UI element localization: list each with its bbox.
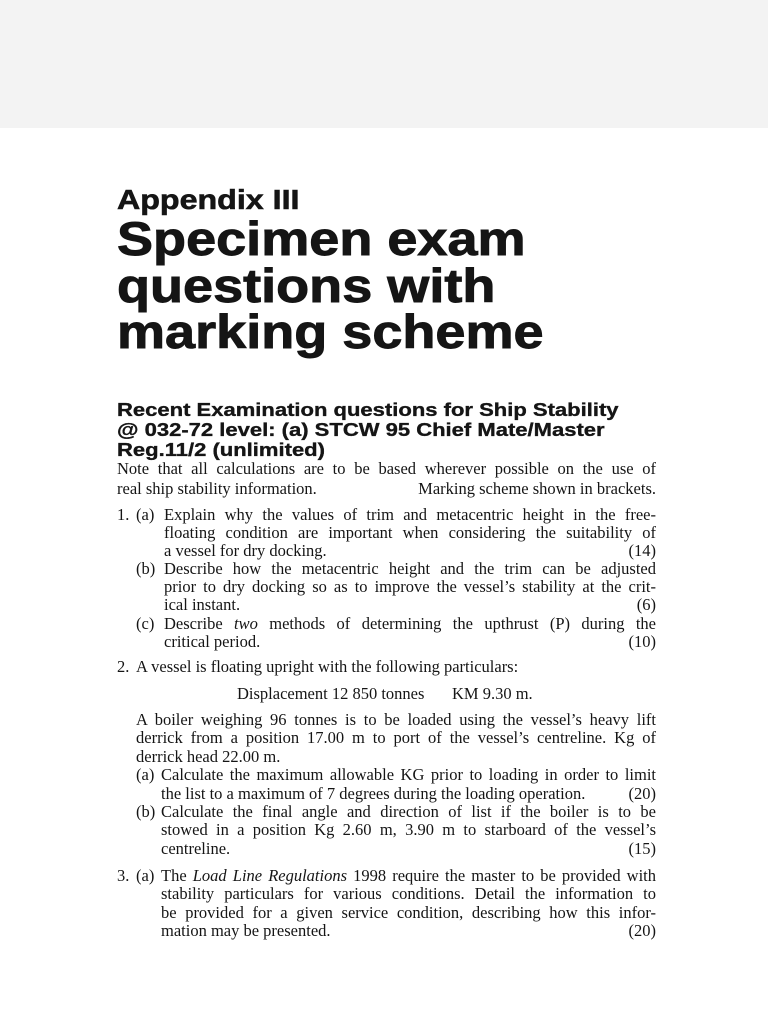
section-heading-line: Recent Examination questions for Ship Stability (117, 399, 619, 420)
question-line (117, 711, 656, 729)
question-line (117, 885, 656, 903)
question-line (117, 922, 656, 940)
question-text: A vessel is floating upright with the following particulars: (136, 657, 519, 676)
question-text: floating condition are important when considering the suitability of (164, 523, 656, 543)
section-heading (117, 400, 619, 460)
question-line (117, 633, 656, 651)
marks-value: (15) (628, 838, 656, 858)
question-line (117, 748, 656, 766)
marks-value: (20) (628, 920, 656, 940)
note-text: Note that all calculations are to be based wherever possible on the use of (117, 459, 656, 478)
part-label: (a) (136, 505, 155, 524)
text-segment: Describe (164, 613, 235, 633)
note-text: real ship stability information. (117, 478, 317, 498)
question-line (117, 803, 656, 821)
page-top-band (0, 0, 768, 128)
question-text: stability particulars for various conditions. Detail the information to (161, 884, 656, 904)
question-text: derrick head 22.00 m. (136, 746, 281, 766)
question-text: prior to dry docking so as to improve the vessel’s stability at the crit- (164, 577, 656, 597)
text-segment: The (161, 866, 193, 885)
question-line (117, 904, 656, 922)
part-label: (a) (136, 866, 155, 885)
question-text: Describe how the metacentric height and the trim can be adjusted (164, 559, 656, 579)
chapter-title-line: marking scheme (117, 305, 544, 358)
question-line (117, 840, 656, 858)
vessel-particulars (117, 685, 656, 704)
question-number: 1. (117, 505, 130, 524)
chapter-title (117, 212, 544, 358)
question-text: Explain why the values of trim and metacentric height in the free- (164, 505, 656, 524)
note-line (117, 479, 656, 499)
marks-value: (10) (628, 631, 656, 651)
question-3 (117, 867, 656, 940)
text-segment: methods of determining the upthrust (P) during the (257, 613, 657, 633)
text-segment: 1998 require the master to be provided with (347, 866, 657, 885)
question-line (117, 785, 656, 803)
question-text (164, 615, 656, 633)
chapter-title-line: Specimen exam (117, 212, 526, 265)
question-text: centreline. (161, 838, 231, 858)
note-line (117, 459, 656, 479)
appendix-label: Appendix III (117, 184, 300, 215)
question-text: Calculate the final angle and direction of list if the boiler is to be (161, 802, 656, 822)
emphasised-text: two (234, 613, 258, 633)
question-text: the list to a maximum of 7 degrees during the loading operation. (161, 783, 586, 803)
question-text: Calculate the maximum allowable KG prior to loading in order to limit (161, 765, 656, 785)
km-value: KM 9.30 m. (452, 684, 533, 703)
question-line (117, 524, 656, 542)
question-number: 2. (117, 657, 130, 676)
question-text: mation may be presented. (161, 920, 331, 940)
question-line (117, 578, 656, 596)
part-label: (a) (136, 765, 155, 785)
question-line (117, 615, 656, 633)
marking-scheme-note: Marking scheme shown in brackets. (418, 478, 656, 498)
question-text: stowed in a position Kg 2.60 m, 3.90 m to starboard of the vessel’s (161, 820, 656, 840)
question-2-intro (117, 658, 656, 676)
question-text: critical period. (164, 631, 261, 651)
displacement-value: Displacement 12 850 tonnes (237, 684, 425, 703)
question-text: derrick from a position 17.00 m to port of the vessel’s centreline. Kg of (136, 728, 656, 748)
question-1 (117, 506, 656, 651)
part-label: (b) (136, 559, 156, 579)
question-line (117, 542, 656, 560)
question-number: 3. (117, 866, 130, 885)
question-line (117, 560, 656, 578)
part-label: (b) (136, 802, 156, 822)
question-line (117, 821, 656, 839)
question-line (117, 766, 656, 784)
question-line (117, 729, 656, 747)
intro-note (117, 459, 656, 498)
marks-value: (14) (628, 541, 656, 561)
section-heading-line: @ 032-72 level: (a) STCW 95 Chief Mate/Master (117, 419, 605, 440)
question-text: A boiler weighing 96 tonnes is to be loaded using the vessel’s heavy lift (136, 710, 656, 729)
chapter-title-line: questions with (117, 258, 496, 312)
question-text: a vessel for dry docking. (164, 541, 327, 561)
question-text: ical instant. (164, 595, 241, 615)
question-line (117, 596, 656, 614)
part-label: (c) (136, 613, 155, 633)
marks-value: (6) (636, 595, 656, 615)
question-2-body (117, 711, 656, 858)
question-text: be provided for a given service condition, describing how this infor- (161, 902, 656, 922)
question-line (117, 867, 656, 885)
question-line (117, 658, 656, 676)
section-heading-line: Reg.11/2 (unlimited) (117, 439, 325, 460)
emphasised-text: Load Line Regulations (192, 866, 348, 885)
marks-value: (20) (628, 783, 656, 803)
question-text (161, 867, 656, 885)
question-line (117, 506, 656, 524)
